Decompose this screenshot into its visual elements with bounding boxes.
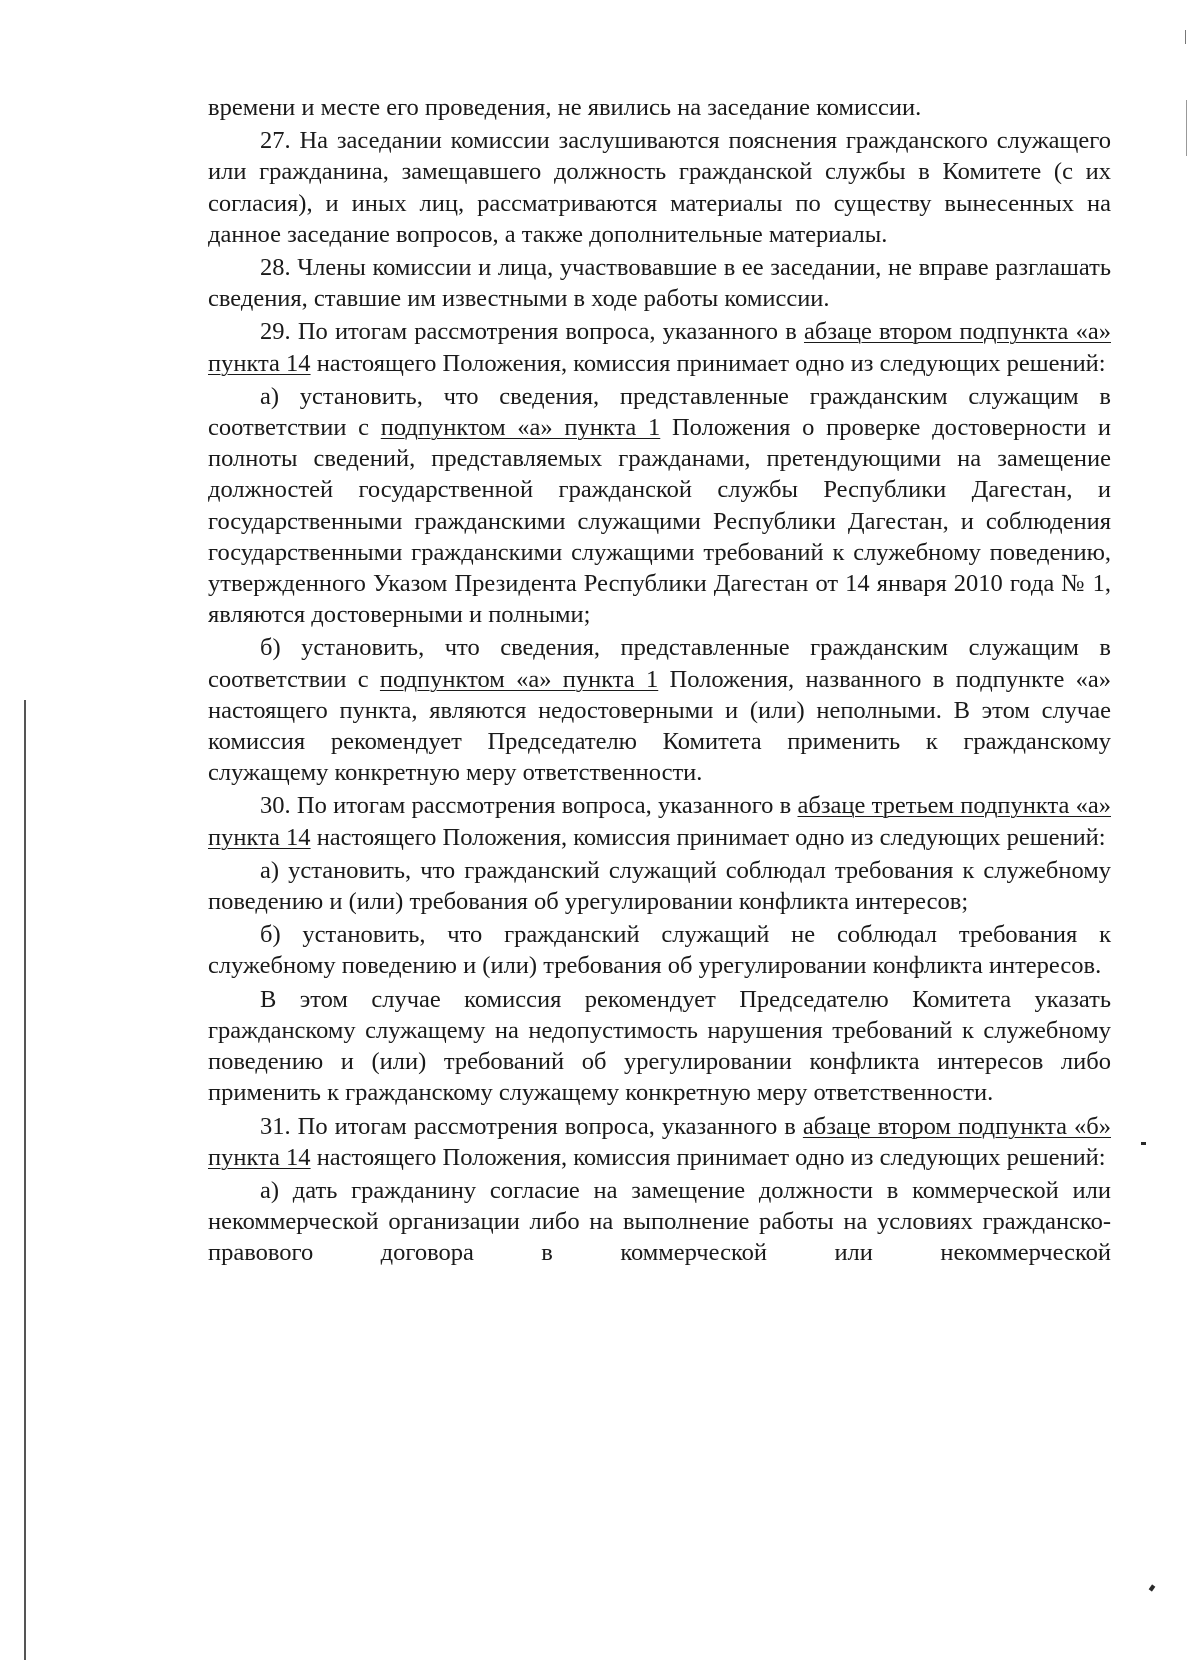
paragraph-29 bbox=[208, 316, 1111, 378]
paragraph-text: Положения о проверке достоверности и полноты сведений, представляемых гражданами, претендующими на замещение должностей государственной гражданской службы Республики Дагестан, и государственными гражданскими служащими Республики Дагестан, и соблюдения государственными гражданскими служащими требований к служебному поведению, утвержденного Указом Президента Республики Дагестан от 14 января 2010 года № 1, являются достоверными и полными; bbox=[208, 414, 1111, 629]
paragraph-30-a bbox=[208, 855, 1111, 917]
paragraph-text: б) установить, что гражданский служащий не соблюдал требования к служебному поведению и (или) требования об урегулировании конфликта интересов. bbox=[208, 921, 1111, 980]
paragraph-text: В этом случае комиссия рекомендует Председателю Комитета указать гражданскому служащему на недопустимость нарушения требований к служебному поведению и (или) требований об урегулировании конфликта интересов либо применить к гражданскому служащему конкретную меру ответственности. bbox=[208, 985, 1111, 1107]
paragraph-text: настоящего Положения, комиссия принимает одно из следующих решений: bbox=[310, 1143, 1106, 1171]
paragraph-text: Положения, названного в подпункте «а» настоящего пункта, являются недостоверными и (или) неполными. В этом случае комиссия рекомендует Председателю Комитета применить к гражданскому служащему конкретную меру ответственности. bbox=[208, 665, 1111, 787]
paragraph-30-c bbox=[208, 984, 1111, 1109]
scan-speck bbox=[1141, 1142, 1146, 1145]
cross-reference-link[interactable]: абзаце втором подпункта «а» пункта 14 bbox=[208, 318, 1111, 377]
paragraph-29-a bbox=[208, 381, 1111, 631]
paragraph-30 bbox=[208, 790, 1111, 852]
paragraph-28 bbox=[208, 252, 1111, 314]
paragraph-text: 27. На заседании комиссии заслушиваются пояснения гражданского служащего или гражданина, замещавшего должность гражданской службы в Комитете (с их согласия), и иных лиц, рассматриваются материалы по существу вынесенных на данное заседание вопросов, а также дополнительные материалы. bbox=[208, 127, 1111, 248]
paragraph-text: а) установить, что сведения, представленные гражданским служащим в соответствии с bbox=[208, 382, 1111, 442]
scan-edge-mark-right-2 bbox=[1186, 100, 1187, 156]
paragraph-text: 28. Члены комиссии и лица, участвовавшие в ее заседании, не вправе разглашать сведения, ставшие им известными в ходе работы комиссии. bbox=[208, 254, 1111, 313]
paragraph-text: настоящего Положения, комиссия принимает одно из следующих решений: bbox=[310, 823, 1106, 851]
paragraph-29-b bbox=[208, 632, 1111, 788]
document-page bbox=[208, 92, 1111, 1271]
paragraph-text: настоящего Положения, комиссия принимает одно из следующих решений: bbox=[310, 349, 1106, 377]
cross-reference-link[interactable]: абзаце втором подпункта «б» пункта 14 bbox=[208, 1112, 1111, 1171]
paragraph-31-a bbox=[208, 1175, 1111, 1269]
paragraph-text: 30. По итогам рассмотрения вопроса, указанного в bbox=[260, 792, 798, 820]
scan-edge-mark-right bbox=[1185, 30, 1186, 44]
scan-speck bbox=[1149, 1584, 1156, 1591]
cross-reference-link[interactable]: подпунктом «а» пункта 1 bbox=[379, 665, 659, 693]
cross-reference-link[interactable]: подпунктом «а» пункта 1 bbox=[380, 414, 661, 442]
paragraph-text: времени и месте его проведения, не явились на заседание комиссии. bbox=[208, 94, 922, 121]
paragraph-27 bbox=[208, 125, 1111, 250]
paragraph-31 bbox=[208, 1111, 1111, 1173]
cross-reference-link[interactable]: абзаце третьем подпункта «а» пункта 14 bbox=[208, 792, 1111, 851]
paragraph-text: а) дать гражданину согласие на замещение должности в коммерческой или некоммерческой организации либо на выполнение работы на условиях гражданско-правового договора в коммерческой или некоммерческой bbox=[208, 1176, 1111, 1267]
paragraph-text: 29. По итогам рассмотрения вопроса, указанного в bbox=[260, 318, 804, 346]
paragraph-text: б) установить, что сведения, представленные гражданским служащим в соответствии с bbox=[208, 634, 1111, 693]
paragraph-text: 31. По итогам рассмотрения вопроса, указанного в bbox=[260, 1112, 803, 1140]
scan-edge-mark-left bbox=[24, 700, 26, 1660]
paragraph-30-b bbox=[208, 919, 1111, 981]
paragraph-continuation bbox=[208, 92, 1111, 123]
paragraph-text: а) установить, что гражданский служащий соблюдал требования к служебному поведению и (или) требования об урегулировании конфликта интересов; bbox=[208, 856, 1111, 916]
